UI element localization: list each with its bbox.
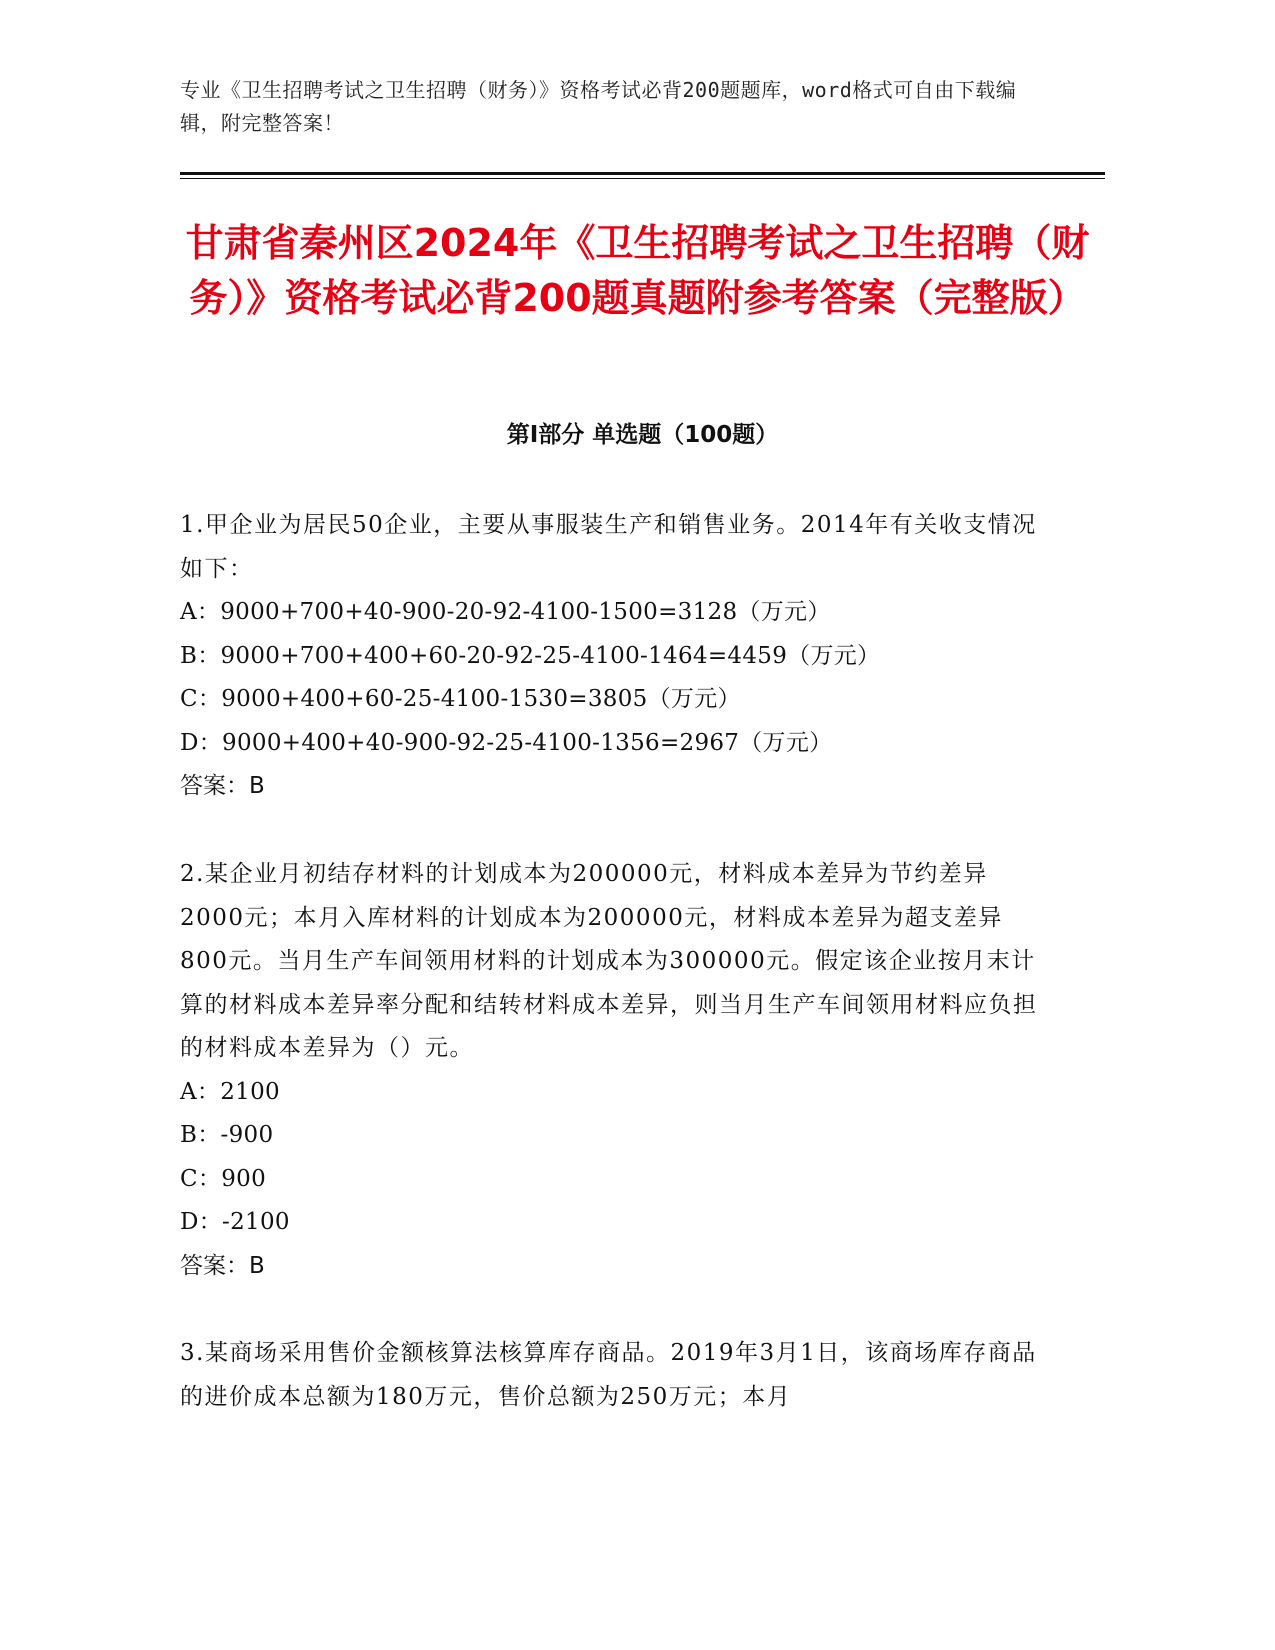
option-b: B：-900 bbox=[180, 1122, 274, 1148]
question-stem: 2.某企业月初结存材料的计划成本为200000元，材料成本差异为节约差异2000元；本月入库材料的计划成本为200000元，材料成本差异为超支差异800元。当月生产车间领用材料的计划成本为300000元。假定该企业按月末计算的材料成本差异率分配和结转材料成本差异，则当月生产车间领用材料应负担的材料成本差异为（）元。 bbox=[180, 861, 1038, 1061]
option-c: C：9000+400+60-25-4100-1530=3805（万元） bbox=[180, 686, 741, 712]
answer: 答案：B bbox=[180, 773, 265, 799]
header-rule-thin bbox=[180, 178, 1105, 179]
document-title: 甘肃省秦州区2024年《卫生招聘考试之卫生招聘（财务）》资格考试必背200题真题附参考答案（完整版） bbox=[185, 221, 1090, 320]
option-a: A：9000+700+40-900-20-92-4100-1500=3128（万元） bbox=[180, 599, 831, 625]
question-3 bbox=[180, 1332, 1050, 1419]
option-d: D：-2100 bbox=[180, 1209, 290, 1235]
option-b: B：9000+700+400+60-20-92-25-4100-1464=4459（万元） bbox=[180, 642, 881, 669]
question-stem: 3.某商场采用售价金额核算法核算库存商品。2019年3月1日，该商场库存商品的进价成本总额为180万元，售价总额为250万元；本月 bbox=[180, 1340, 1037, 1410]
question-stem: 1.甲企业为居民50企业，主要从事服装生产和销售业务。2014年有关收支情况如下： bbox=[180, 512, 1037, 582]
header-rule-thick bbox=[180, 172, 1105, 175]
option-d: D：9000+400+40-900-92-25-4100-1356=2967（万元） bbox=[180, 729, 833, 756]
answer: 答案：B bbox=[180, 1252, 265, 1279]
section-heading: 第I部分 单选题（100题） bbox=[506, 422, 779, 448]
option-a: A：2100 bbox=[180, 1078, 280, 1105]
header-note: 专业《卫生招聘考试之卫生招聘（财务）》资格考试必背200题题库，word格式可自由下载编辑，附完整答案！ bbox=[180, 78, 1017, 135]
option-c: C：900 bbox=[180, 1165, 266, 1192]
question-2 bbox=[180, 853, 1050, 1288]
question-1 bbox=[180, 504, 1050, 809]
